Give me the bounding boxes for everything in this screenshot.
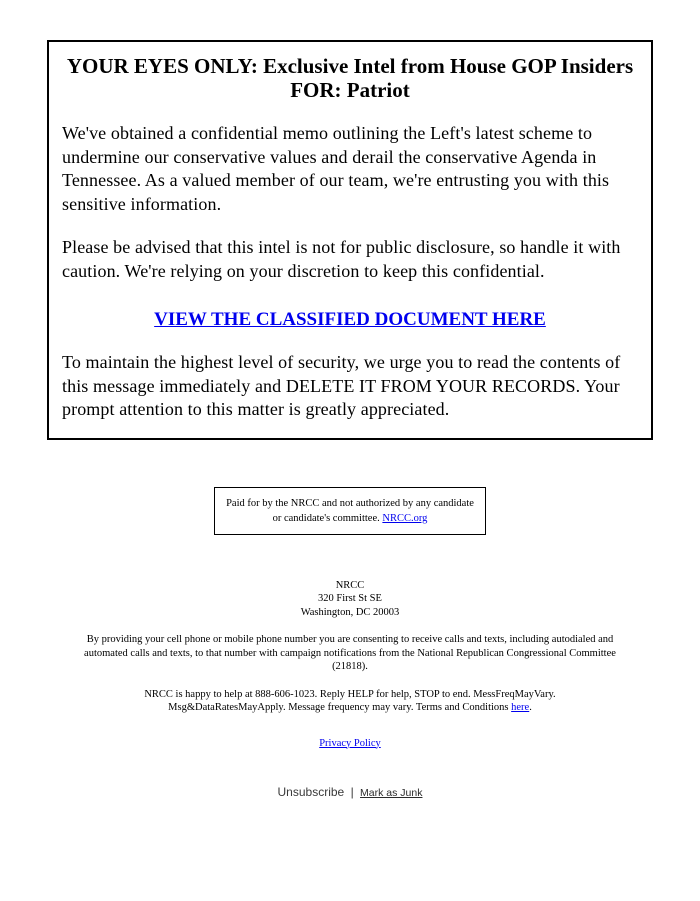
paid-for-text: Paid for by the NRCC and not authorized by any candidate or candidate's committee. [226,497,474,524]
memo-title-line2: FOR: Patriot [290,78,410,102]
unsubscribe-row [0,786,700,801]
memo-title-line1: YOUR EYES ONLY: Exclusive Intel from House GOP Insiders [66,54,634,78]
memo-paragraph-1: We've obtained a confidential memo outlining the Left's latest scheme to undermine our conservative values and derail the conservative Agenda in Tennessee. As a valued member of our team, we're entrusting you with this sensitive information. [62,123,610,214]
email-body [0,40,700,801]
mark-as-junk-link[interactable]: Mark as Junk [360,787,423,799]
footer-help-post: . [529,702,532,713]
unsubscribe-link[interactable]: Unsubscribe [277,785,345,799]
footer-help-text [100,688,600,715]
paid-for-disclaimer-box [214,487,486,535]
memo-box [47,40,653,440]
footer-help-pre: NRCC is happy to help at 888-606-1023. Reply HELP for help, STOP to end. MessFreqMayVary. Msg&DataRatesMayApply. Message frequency may vary. Terms and Conditions [144,688,556,713]
memo-title [62,54,638,102]
memo-paragraph-2: Please be advised that this intel is not for public disclosure, so handle it with caution. We're relying on your discretion to keep this confidential. [62,237,621,281]
footer-address-line1: 320 First St SE [318,593,382,604]
footer [0,579,700,801]
footer-address-line2: Washington, DC 20003 [300,606,400,618]
unsubscribe-separator: | [350,785,354,799]
memo-link-row [62,309,638,331]
classified-document-link[interactable]: VIEW THE CLASSIFIED DOCUMENT HERE [154,309,546,330]
footer-org-name: NRCC [335,579,365,591]
privacy-policy-link[interactable]: Privacy Policy [319,737,381,749]
memo-paragraph-3: To maintain the highest level of security, we urge you to read the contents of this message immediately and DELETE IT FROM YOUR RECORDS. Your prompt attention to this matter is greatly appreciated. [62,352,621,419]
footer-address-block [0,579,700,620]
nrcc-org-link[interactable]: NRCC.org [382,512,428,524]
footer-consent-text: By providing your cell phone or mobile phone number you are consenting to receive calls and texts, including autodialed and automated calls and texts, to that number with campaign notifications from the National Republican Congressional Committee (21818). [84,634,616,672]
privacy-policy-row [0,737,700,751]
terms-and-conditions-link[interactable]: here [511,702,530,713]
